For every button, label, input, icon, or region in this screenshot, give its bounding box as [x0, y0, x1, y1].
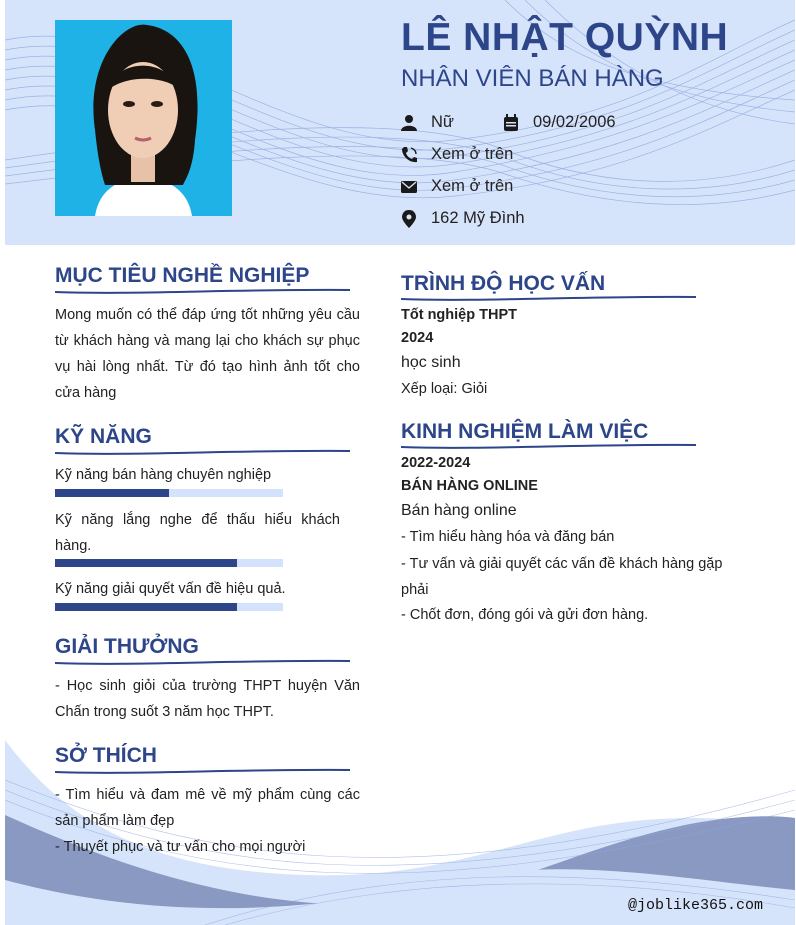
- education-grade: Xếp loại: Giỏi: [401, 381, 488, 397]
- skill-bar: [55, 489, 283, 497]
- job-title: NHÂN VIÊN BÁN HÀNG: [401, 65, 664, 92]
- email-value: Xem ở trên: [431, 177, 514, 195]
- skill-label: Kỹ năng lắng nghe để thấu hiểu khách hàng.: [55, 512, 340, 554]
- skills-underline: [55, 448, 350, 456]
- awards-underline: [55, 658, 350, 666]
- profile-photo: [55, 20, 232, 216]
- skill-bar: [55, 559, 283, 567]
- birthdate-row: [503, 113, 616, 132]
- objective-title: MỤC TIÊU NGHỀ NGHIỆP: [55, 264, 310, 287]
- resume-page: [5, 0, 795, 925]
- experience-period: 2022-2024: [401, 455, 471, 471]
- candidate-name: LÊ NHẬT QUỲNH: [401, 16, 729, 59]
- phone-icon: [401, 146, 417, 164]
- skill-bar-fill: [55, 603, 237, 611]
- experience-underline: [401, 442, 696, 450]
- education-underline: [401, 294, 696, 302]
- portrait-illustration: [55, 20, 232, 216]
- skills-title: KỸ NĂNG: [55, 425, 152, 448]
- address-value: 162 Mỹ Đình: [431, 209, 525, 227]
- skill-label: Kỹ năng giải quyết vấn đề hiệu quả.: [55, 581, 286, 597]
- address-row: [401, 209, 525, 228]
- hobby-item: - Thuyết phục và tư vấn cho mọi người: [55, 839, 306, 855]
- experience-role: Bán hàng online: [401, 502, 517, 519]
- experience-duty: - Chốt đơn, đóng gói và gửi đơn hàng.: [401, 607, 649, 623]
- awards-title: GIẢI THƯỞNG: [55, 635, 199, 658]
- location-pin-icon: [401, 210, 417, 228]
- education-year: 2024: [401, 330, 434, 346]
- gender-value: Nữ: [431, 113, 454, 131]
- watermark: @joblike365.com: [628, 897, 764, 914]
- skill-bar-fill: [55, 489, 169, 497]
- skill-label: Kỹ năng bán hàng chuyên nghiệp: [55, 467, 272, 483]
- objective-text: Mong muốn có thể đáp ứng tốt những yêu cầu từ khách hàng và mang lại cho khách sự phục vụ hài lòng nhất. Từ đó tạo hình ảnh tốt cho cửa hàng: [55, 307, 360, 401]
- hobby-item: - Tìm hiểu và đam mê về mỹ phẩm cùng các sản phẩm làm đẹp: [55, 787, 360, 829]
- education-degree: Tốt nghiệp THPT: [401, 307, 517, 323]
- user-icon: [401, 114, 417, 132]
- experience-duty: - Tư vấn và giải quyết các vấn đề khách hàng gặp phải: [401, 556, 723, 598]
- envelope-icon: [401, 178, 417, 196]
- hobbies-underline: [55, 767, 350, 775]
- gender-row: [401, 113, 454, 132]
- experience-title: KINH NGHIỆM LÀM VIỆC: [401, 420, 649, 443]
- experience-duty: - Tìm hiểu hàng hóa và đăng bán: [401, 529, 615, 545]
- hobbies-title: SỞ THÍCH: [55, 744, 157, 767]
- objective-underline: [55, 287, 350, 295]
- education-title: TRÌNH ĐỘ HỌC VẤN: [401, 272, 606, 295]
- awards-text: - Học sinh giỏi của trường THPT huyện Văn Chấn trong suốt 3 năm học THPT.: [55, 678, 360, 720]
- phone-row: [401, 145, 513, 164]
- education-school: học sinh: [401, 354, 461, 371]
- skill-bar-fill: [55, 559, 237, 567]
- calendar-icon: [503, 114, 519, 132]
- skill-bar: [55, 603, 283, 611]
- email-row: [401, 177, 513, 196]
- birthdate-value: 09/02/2006: [533, 113, 616, 131]
- experience-company: BÁN HÀNG ONLINE: [401, 478, 538, 494]
- phone-value: Xem ở trên: [431, 145, 514, 163]
